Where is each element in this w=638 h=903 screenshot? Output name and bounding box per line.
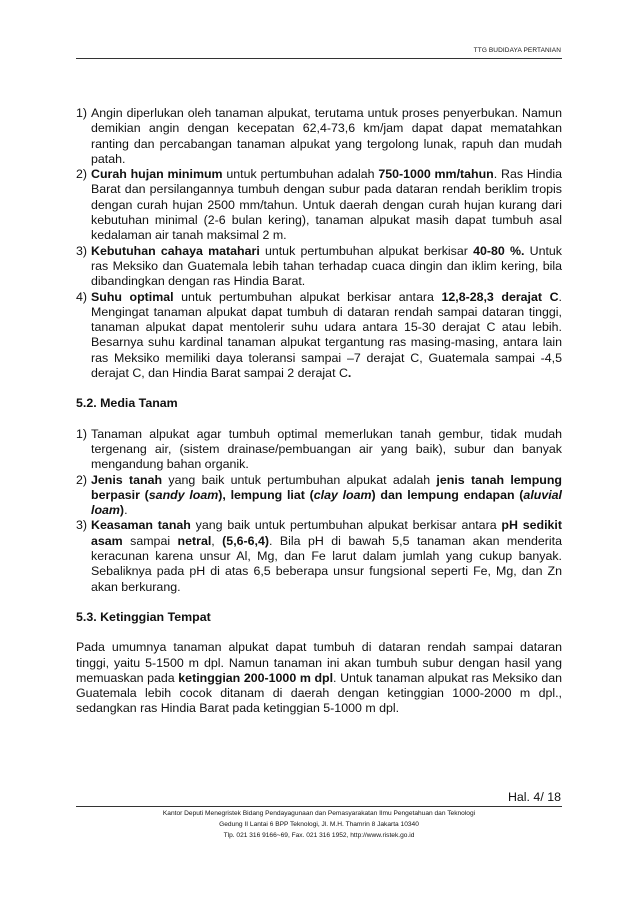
list-item-text-run: . Mengingat tanaman alpukat dapat tumbuh di dataran rendah sampai dataran tinggi, tanaman alpukat dapat mentolerir suhu udara antara 15-30 derajat C atau lebih. Besarnya suhu kardinal tanaman alpukat tergantung ras masing-masing, antara lain ras Meksiko memiliki daya toleransi sampai –7 derajat C, Guatemala sampai -4,5 derajat C, dan Hindia Barat sampai 2 derajat C [91,289,562,381]
list-item-text-run: 750-1000 mm/tahun [378,167,494,182]
list-item-text-run: ) [119,503,125,518]
list-item [76,244,562,290]
footer-line-2: Gedung II Lantai 6 BPP Teknologi, Jl. M.H. Thamrin 8 Jakarta 10340 [219,821,419,828]
list-item-text-run: 12,8-28,3 derajat C [441,289,559,304]
list-item-text-run: pH sedikit asam [91,518,562,548]
list-item-number: 2) [76,167,88,182]
list-item-text-run: Kebutuhan cahaya matahari [91,243,260,258]
list-item-number: 1) [76,426,88,441]
list-item-number: 3) [76,243,88,258]
list-item-text-run: 40-80 %. [473,243,525,258]
list-item-text-run: yang baik untuk pertumbuhan alpukat adalah [162,472,437,487]
climate-list [76,106,562,381]
list-item-text-run: untuk pertumbuhan adalah [222,167,379,182]
list-item-number: 1) [76,106,88,120]
list-item [76,518,562,594]
page-number: Hal. 4/ 18 [507,790,561,804]
list-item [76,473,562,519]
list-item-text-run: untuk pertumbuhan alpukat berkisar [259,243,474,258]
paragraph-text-run: Pada umumnya tanaman alpukat dapat tumbuh di dataran rendah sampai dataran tinggi, yaitu 5-1500 m dpl. Namun tanaman ini akan tumbuh subur dengan hasil yang memuaskan pada [76,640,562,685]
section-title-ketinggian: 5.3. Ketinggian Tempat [76,609,211,624]
list-item-text-run: clay loam [313,487,372,502]
list-item-text-run: Suhu optimal [91,289,174,304]
list-item-number: 2) [76,472,88,487]
list-item-text-run: Angin diperlukan oleh tanaman alpukat, terutama untuk proses penyerbukan. Namun demikian angin dengan kecepatan 62,4-73,6 km/jam dapat dapat mematahkan ranting dan percabangan tanaman alpukat yang tergolong lunak, rapuh dan mudah patah. [91,106,562,166]
paragraph-text-run: ketinggian 200-1000 m dpl [178,670,334,685]
list-item-text-run: Tanaman alpukat agar tumbuh optimal memerlukan tanah gembur, tidak mudah tergenang air, (sistem drainase/pembuangan air yang baik), subur dan banyak mengandung bahan organik. [91,426,562,472]
list-item-text-run: Curah hujan minimum [91,167,223,182]
list-item-text-run: yang baik untuk pertumbuhan alpukat berkisar antara [190,518,502,533]
list-item-number: 3) [76,518,88,533]
list-item-text-run: , [211,533,223,548]
list-item-text-run: sandy loam [148,487,219,502]
altitude-paragraph [76,640,562,716]
list-item-text-run: (5,6-6,4) [222,533,269,548]
list-item-text-run: . Bila pH di bawah 5,5 tanaman akan menderita keracunan karena unsur Al, Mg, dan Fe larut dalam jumlah yang cukup banyak. Sebaliknya pada pH di atas 6,5 beberapa unsur fungsional seperti Fe, Mg, dan Zn akan berkurang. [91,533,563,594]
footer-line-3: Tlp. 021 316 9166~69, Fax. 021 316 1952, http://www.ristek.go.id [223,832,415,839]
list-item-text-run: ) dan lempung endapan ( [371,487,524,502]
list-item-text-run: netral [177,533,212,548]
footer-divider [76,806,562,807]
list-item-text-run: . Ras Hindia Barat dan persilangannya tumbuh dengan subur pada dataran rendah beriklim tropis dengan curah hujan 2500 mm/tahun. Untuk daerah dengan curah hujan kurang dari kebutuhan minimal (2-6 bulan kering), tanaman alpukat masih dapat tumbuh asal kedalaman air tanah maksimal 2 m. [91,167,562,243]
list-item-text-run: Untuk ras Meksiko dan Guatemala lebih tahan terhadap cuaca dingin dan iklim kering, bila dibandingkan dengan ras Hindia Barat. [91,243,562,289]
list-item-text-run: . [124,503,128,518]
footer-line-1: Kantor Deputi Menegristek Bidang Pendayagunaan dan Pemasyarakatan Ilmu Pengetahuan dan Teknologi [162,810,476,817]
list-item-number: 4) [76,289,88,304]
list-item-text-run: ), lempung liat ( [218,487,314,502]
list-item [76,167,562,243]
list-item-text-run: Jenis tanah [91,472,163,487]
list-item-text-run: untuk pertumbuhan alpukat berkisar antara [173,289,442,304]
page-header: TTG BUDIDAYA PERTANIAN [473,47,561,54]
list-item [76,427,562,473]
soil-list [76,427,562,595]
section-title-media-tanam: 5.2. Media Tanam [76,396,178,411]
list-item [76,290,562,382]
list-item-text-run: . [347,366,352,381]
header-divider [76,58,562,59]
page-content [76,106,562,717]
page-footer [76,808,562,841]
list-item-text-run: aluvial loam [91,487,562,518]
list-item-text-run: jenis tanah lempung berpasir ( [91,472,562,502]
list-item-text-run: Keasaman tanah [91,518,191,533]
list-item-text-run: sampai [122,533,178,548]
list-item [76,106,562,167]
paragraph-text-run: . Untuk tanaman alpukat ras Meksiko dan Guatemala lebih cocok ditanam di daerah dengan ketinggian 1000-2000 m dpl., sedangkan ras Hindia Barat pada ketinggian 5-1000 m dpl. [76,670,562,716]
